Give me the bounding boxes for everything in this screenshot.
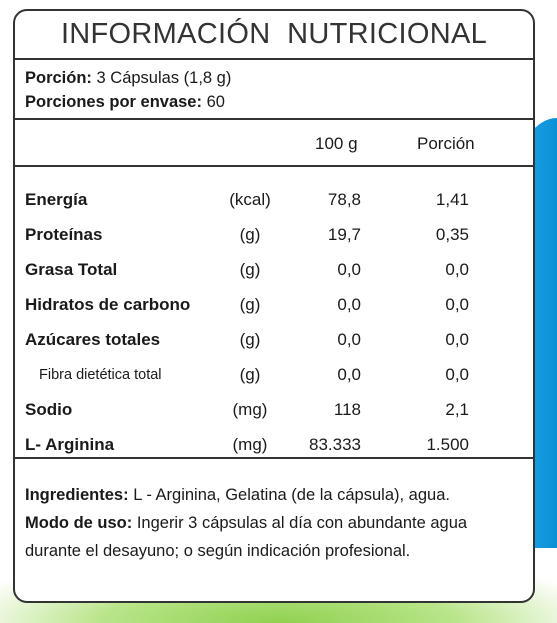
nutrient-value-portion: 2,1 xyxy=(445,400,469,419)
ingredients-label: Ingredientes: xyxy=(25,486,129,504)
nutrient-unit: (g) xyxy=(239,295,261,314)
serving-info xyxy=(15,60,533,120)
portion-label: Porción: xyxy=(25,69,92,87)
table-row xyxy=(15,185,533,215)
column-header-per100: 100 g xyxy=(315,134,358,153)
nutrient-unit: (mg) xyxy=(232,400,268,419)
nutrient-value-per100: 83.333 xyxy=(309,435,361,454)
table-row xyxy=(15,360,533,390)
nutrient-value-per100: 0,0 xyxy=(337,295,361,314)
nutrient-unit: (g) xyxy=(239,365,261,384)
nutrient-value-portion: 0,0 xyxy=(445,330,469,349)
ingredients-line xyxy=(25,481,523,509)
nutrient-value-per100: 0,0 xyxy=(337,260,361,279)
per-container-label: Porciones por envase: xyxy=(25,93,202,111)
nutrition-label xyxy=(13,9,535,603)
nutrient-value-portion: 0,35 xyxy=(435,225,469,244)
nutrient-unit: (g) xyxy=(239,260,261,279)
nutrient-value-portion: 0,0 xyxy=(445,365,469,384)
nutrient-unit: (mg) xyxy=(232,435,268,454)
usage-line xyxy=(25,509,523,537)
column-header-row xyxy=(15,120,533,167)
nutrient-name: Hidratos de carbono xyxy=(25,295,191,314)
usage-text-1: Ingerir 3 cápsulas al día con abundante agua xyxy=(136,514,468,532)
table-row xyxy=(15,255,533,285)
nutrient-value-per100: 118 xyxy=(333,400,361,419)
nutrient-name: Energía xyxy=(25,190,88,209)
nutrient-name: Azúcares totales xyxy=(25,330,161,349)
nutrient-value-per100: 0,0 xyxy=(337,365,361,384)
per-container-line xyxy=(25,90,523,114)
usage-line-2: durante el desayuno; o según indicación profesional. xyxy=(25,542,411,560)
nutrient-value-portion: 0,0 xyxy=(445,295,469,314)
portion-line xyxy=(25,66,523,90)
nutrient-name: Proteínas xyxy=(25,225,103,244)
nutrient-value-portion: 1.500 xyxy=(426,435,469,454)
nutrient-name: L- Arginina xyxy=(25,435,115,454)
nutrient-name: Sodio xyxy=(25,400,73,419)
nutrient-value-per100: 19,7 xyxy=(327,225,361,244)
per-container-value: 60 xyxy=(206,93,225,111)
nutrient-name: Fibra dietética total xyxy=(39,367,162,383)
table-row xyxy=(15,430,533,460)
table-row xyxy=(15,325,533,355)
nutrient-table xyxy=(15,167,533,459)
table-row xyxy=(15,220,533,250)
portion-value: 3 Cápsulas (1,8 g) xyxy=(96,69,232,87)
table-row xyxy=(15,395,533,425)
nutrient-value-portion: 1,41 xyxy=(435,190,469,209)
ingredients-section xyxy=(15,459,533,565)
usage-label: Modo de uso: xyxy=(25,514,133,532)
column-header-portion: Porción xyxy=(417,134,475,153)
nutrient-value-portion: 0,0 xyxy=(445,260,469,279)
nutrient-unit: (g) xyxy=(239,225,261,244)
nutrient-name: Grasa Total xyxy=(25,260,118,279)
ingredients-text: L - Arginina, Gelatina (de la cápsula), agua. xyxy=(133,486,450,504)
nutrient-unit: (kcal) xyxy=(229,190,271,209)
nutrient-value-per100: 0,0 xyxy=(337,330,361,349)
nutrient-unit: (g) xyxy=(239,330,261,349)
nutrient-value-per100: 78,8 xyxy=(327,190,361,209)
table-row xyxy=(15,290,533,320)
label-title: INFORMACIÓN NUTRICIONAL xyxy=(15,11,533,60)
